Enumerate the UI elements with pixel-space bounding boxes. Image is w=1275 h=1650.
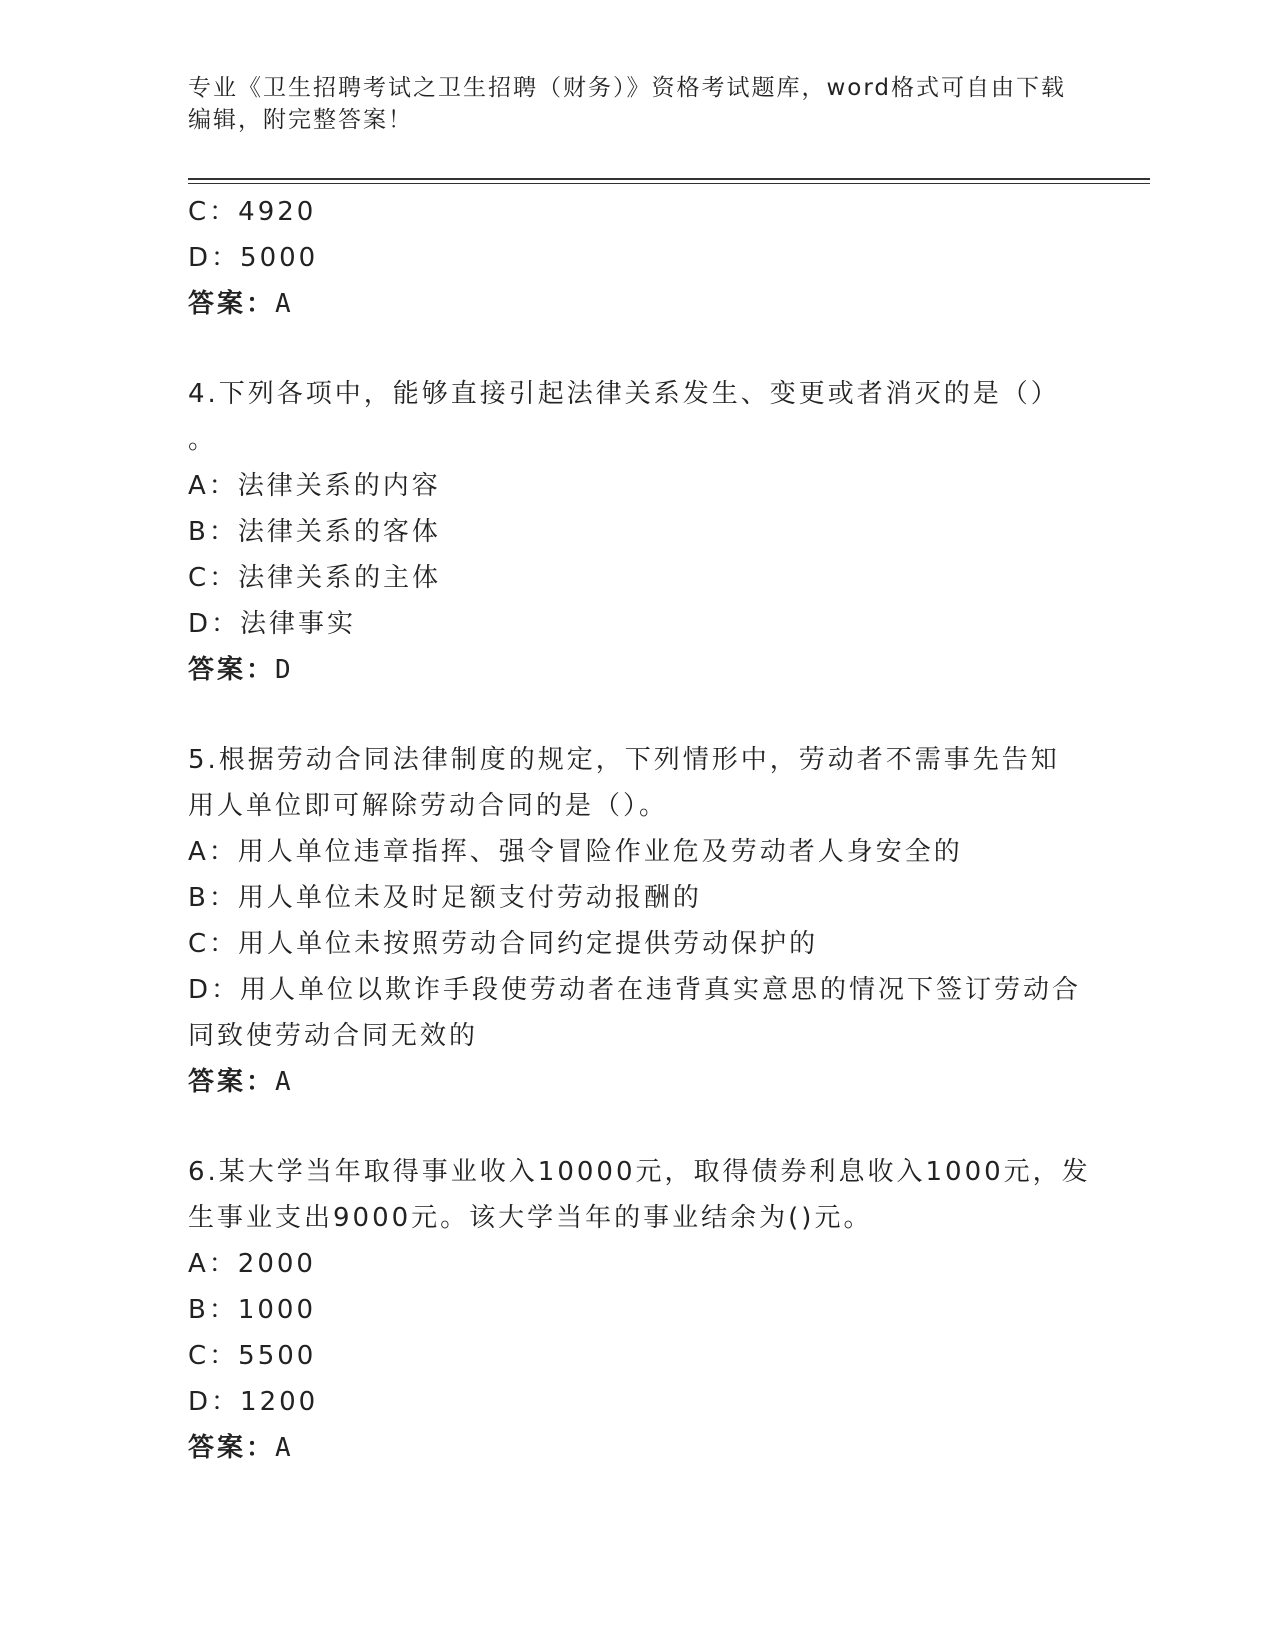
- answer-label: 答案：: [188, 1067, 276, 1097]
- answer-value: D: [275, 655, 294, 685]
- option-a: [188, 463, 1088, 509]
- option-letter: D：: [188, 243, 241, 273]
- question-stem: 6.某大学当年取得事业收入10000元，取得债券利息收入1000元，发: [188, 1157, 1091, 1187]
- option-text: 1000: [237, 1295, 317, 1325]
- question-stem-continued: 用人单位即可解除劳动合同的是（）。: [188, 791, 669, 821]
- option-text: 5000: [240, 243, 319, 273]
- option-c: [188, 189, 1088, 235]
- option-d: [188, 601, 1088, 647]
- answer-value: A: [275, 1433, 294, 1463]
- option-d-continued: 同致使劳动合同无效的: [188, 1021, 479, 1051]
- answer-line: [188, 1059, 1088, 1105]
- option-a: [188, 1241, 1088, 1287]
- option-text: 1200: [240, 1387, 319, 1417]
- option-text: 法律关系的客体: [237, 517, 441, 547]
- question-stem-continued: 。: [188, 425, 218, 455]
- question-continuation: [188, 189, 1088, 327]
- option-text: 用人单位未按照劳动合同约定提供劳动保护的: [238, 929, 819, 959]
- option-b: [188, 1287, 1088, 1333]
- option-letter: A：: [188, 1249, 238, 1279]
- option-d: [188, 967, 1088, 1013]
- answer-label: 答案：: [188, 655, 276, 685]
- question-stem: 5.根据劳动合同法律制度的规定，下列情形中，劳动者不需事先告知: [188, 745, 1060, 775]
- answer-value: A: [275, 1067, 294, 1097]
- option-text: 2000: [237, 1249, 316, 1279]
- answer-label: 答案：: [188, 289, 276, 319]
- option-letter: C：: [188, 929, 239, 959]
- option-a: [188, 829, 1088, 875]
- option-letter: D：: [188, 975, 241, 1005]
- option-letter: B：: [188, 517, 238, 547]
- option-text: 用人单位未及时足额支付劳动报酬的: [237, 883, 702, 913]
- option-letter: A：: [188, 837, 238, 867]
- option-b: [188, 509, 1088, 555]
- answer-line: [188, 281, 1088, 327]
- option-text: 5500: [238, 1341, 317, 1371]
- option-letter: C：: [188, 563, 239, 593]
- option-letter: C：: [188, 197, 239, 227]
- option-letter: D：: [188, 1387, 241, 1417]
- option-text: 法律关系的主体: [238, 563, 442, 593]
- option-d: [188, 235, 1088, 281]
- document-header: 专业《卫生招聘考试之卫生招聘（财务）》资格考试题库，word格式可自由下载编辑，附完整答案！: [188, 75, 1067, 133]
- option-letter: D：: [188, 609, 241, 639]
- option-d: [188, 1379, 1088, 1425]
- option-text: 用人单位以欺诈手段使劳动者在违背真实意思的情况下签订劳动合: [240, 975, 1082, 1005]
- question-4: [188, 371, 1088, 693]
- option-letter: A：: [188, 471, 238, 501]
- answer-label: 答案：: [188, 1433, 276, 1463]
- option-c: [188, 555, 1088, 601]
- option-letter: B：: [188, 1295, 238, 1325]
- option-text: 法律事实: [240, 609, 357, 639]
- option-text: 用人单位违章指挥、强令冒险作业危及劳动者人身安全的: [237, 837, 963, 867]
- question-list: [188, 189, 1091, 1471]
- answer-line: [188, 1425, 1088, 1471]
- header-divider-thick: [188, 178, 1150, 180]
- question-stem-continued: 生事业支出9000元。该大学当年的事业结余为()元。: [188, 1203, 873, 1233]
- option-text: 4920: [238, 197, 317, 227]
- answer-line: [188, 647, 1088, 693]
- option-text: 法律关系的内容: [237, 471, 441, 501]
- question-stem: 4.下列各项中，能够直接引起法律关系发生、变更或者消灭的是（）: [188, 379, 1060, 409]
- header-divider-thin: [188, 183, 1150, 184]
- option-letter: C：: [188, 1341, 239, 1371]
- question-5: [188, 737, 1088, 1105]
- question-6: [188, 1149, 1091, 1471]
- option-c: [188, 921, 1088, 967]
- option-c: [188, 1333, 1088, 1379]
- option-letter: B：: [188, 883, 238, 913]
- answer-value: A: [275, 289, 294, 319]
- option-b: [188, 875, 1088, 921]
